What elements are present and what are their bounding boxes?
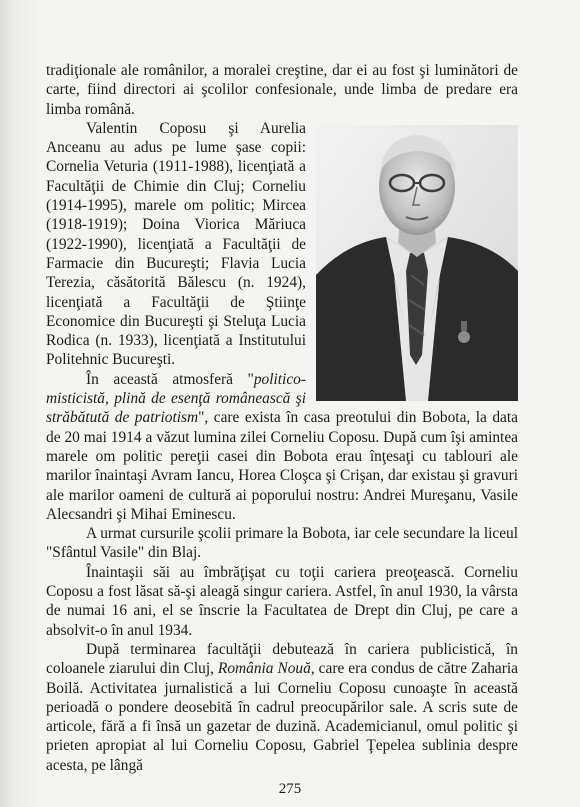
page-number: 275 <box>278 781 302 797</box>
page-body <box>46 61 518 775</box>
p6-newspaper-title: România Nouă <box>217 660 311 678</box>
paragraph-4: A urmat cursurile şcolii primare la Bobota, iar cele secundare la liceul "Sfântul Vasile" din Blaj. <box>46 525 518 562</box>
paragraph-2: Valentin Coposu şi Aurelia Anceanu au adus pe lume şase copii: Cornelia Veturia (1911-1988), licenţiată a Facultăţii de Chimie din Cluj; Corneliu (1914-1995), marele om politic; Mircea (1918-1919); Doina Viorica Măriuca (1922-1990), licenţiată a Facultăţii de Farmacie din Bucureşti; Flavia Lucia Terezia, căsătorită Bălescu (n. 1924), licenţiată a Facultăţii de Ştiinţe Economice din Bucureşti şi Steluţa Lucia Rodica (n. 1933), licenţiată a Institutului Politehnic Bucureşti. <box>46 119 306 369</box>
paragraph-6 <box>46 640 518 775</box>
p3-quote: politico-misticistă, plină de esenţă românească şi străbătută de patriotism <box>46 370 306 427</box>
paragraph-5: Înaintaşii săi au îmbrăţişat cu toţii cariera preoţească. Corneliu Coposu a fost lăsat să-şi aleagă singur cariera. Astfel, în anul 1930, la vârsta de numai 16 ani, el se înscrie la Facultatea de Drept din Cluj, pe care a absolvit-o în anul 1934. <box>46 563 518 639</box>
p6-rest: , care era condus de către Zaharia Boilă. Activitatea jurnalistică a lui Corneliu Coposu cunoaşte în această perioadă o pondere deosebită în cadrul preocupărilor sale. A scris sute de articole, fără a fi însă un gazetar de duzină. Academicianul, omul politic şi prieten apropiat al lui Corneliu Coposu, Gabriel Ţepelea sublinia despre acesta, pe lângă <box>46 660 518 774</box>
paragraph-1: tradiţionale ale românilor, a moralei creştine, dar ei au fost şi luminători de carte, fiind directori ai şcolilor confesionale, unde limba de predare era limba română. <box>46 62 518 118</box>
portrait-photo <box>316 125 518 401</box>
p6-start: După terminarea facultăţii debutează în cariera publicistică, în coloanele ziarului din Cluj, <box>46 640 518 678</box>
p3-rest: ", care exista în casa preotului din Bobota, la data de 20 mai 1914 a văzut lumina zilei Corneliu Coposu. După cum îşi amintea marele om politic pereţii casei din Bobota erau înţesaţi cu tablouri ale marilor înaintaşi Avram Iancu, Horea Cloşca şi Crişan, dar existau şi gravuri ale marilor oameni de cultură ai poporului nostru: Andrei Mureşanu, Vasile Alecsandri şi Mihai Eminescu. <box>46 409 518 523</box>
p3-start: În această atmosferă " <box>86 370 254 388</box>
